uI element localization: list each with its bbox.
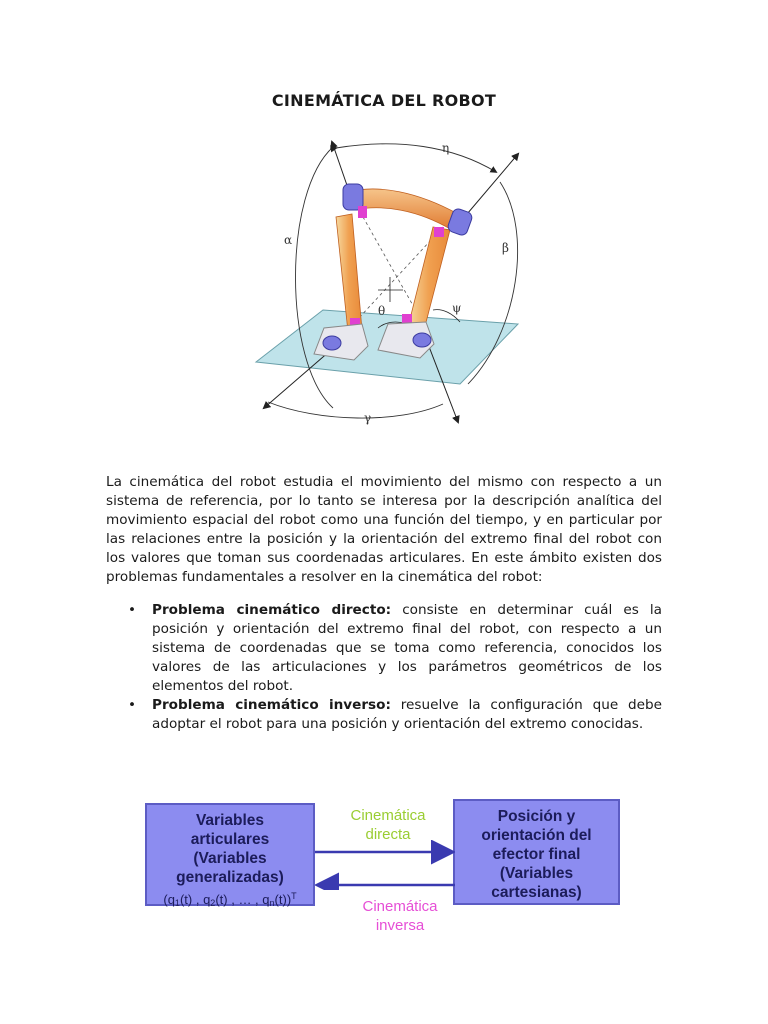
kinematics-arrows (315, 840, 455, 890)
joint-variables-box (145, 803, 315, 906)
joint-vector-formula: ($q_1(t)$ , $q_2(t)$ , … , $q_n(t))^T$ (163, 891, 297, 908)
bullet-term: Problema cinemático inverso: (152, 697, 391, 713)
problem-list (106, 601, 662, 734)
bullet-icon: • (128, 697, 137, 713)
end-effector-box (453, 799, 620, 905)
box-line: efector final (492, 846, 581, 863)
eta-arc (336, 144, 496, 172)
alpha-label: α (284, 233, 293, 247)
box-line: orientación del (481, 827, 592, 844)
page-title: CINEMÁTICA DEL ROBOT (271, 91, 497, 110)
box-line: (Variables (193, 850, 267, 867)
bullet-term: Problema cinemático directo: (152, 602, 392, 618)
right-arm (408, 227, 450, 330)
beta-label: β (502, 241, 509, 255)
bullet-text: resuelve la configuración que debe adoptar el robot para una posición y orientación del extremo conocidas. (152, 697, 662, 732)
list-item (106, 696, 662, 734)
box-line: articulares (190, 831, 270, 848)
list-item (106, 601, 662, 696)
inverse-kinematics-label: Cinemática inversa (362, 898, 438, 934)
intro-paragraph: La cinemática del robot estudia el movimiento del mismo con respecto a un sistema de referencia, por lo tanto se interesa por la descripción analítica del movimiento espacial del robot como una función del tiempo, y en particular por las relaciones entre la posición y la orientación del extremo final del robot con los valores que toman sus coordenadas articulares. En este ámbito existen dos problemas fundamentales a resolver en la cinemática del robot: (106, 474, 662, 585)
box-line: Variables (195, 812, 265, 829)
eta-label: η (442, 141, 450, 155)
box-line: Posición y (497, 808, 576, 825)
bullet-icon: • (128, 602, 137, 618)
bullet-text: consiste en determinar cuál es la posición y orientación del extremo final del robot, con respecto a un sistema de coordenadas que se toma como referencia, conocidos los valores de las articulaciones y los parámetros geométricos de los elementos del robot. (152, 602, 662, 694)
direct-kinematics-label: Cinemática directa (350, 807, 426, 843)
gamma-label: γ (364, 411, 372, 425)
gamma-arc (268, 402, 443, 418)
box-line: generalizadas) (176, 869, 284, 886)
box-line: (Variables (499, 865, 574, 882)
psi-label: ψ (452, 301, 462, 315)
theta-label: θ (378, 304, 386, 318)
robot-kinematics-figure (228, 132, 528, 432)
box-line: cartesianas) (491, 884, 582, 901)
